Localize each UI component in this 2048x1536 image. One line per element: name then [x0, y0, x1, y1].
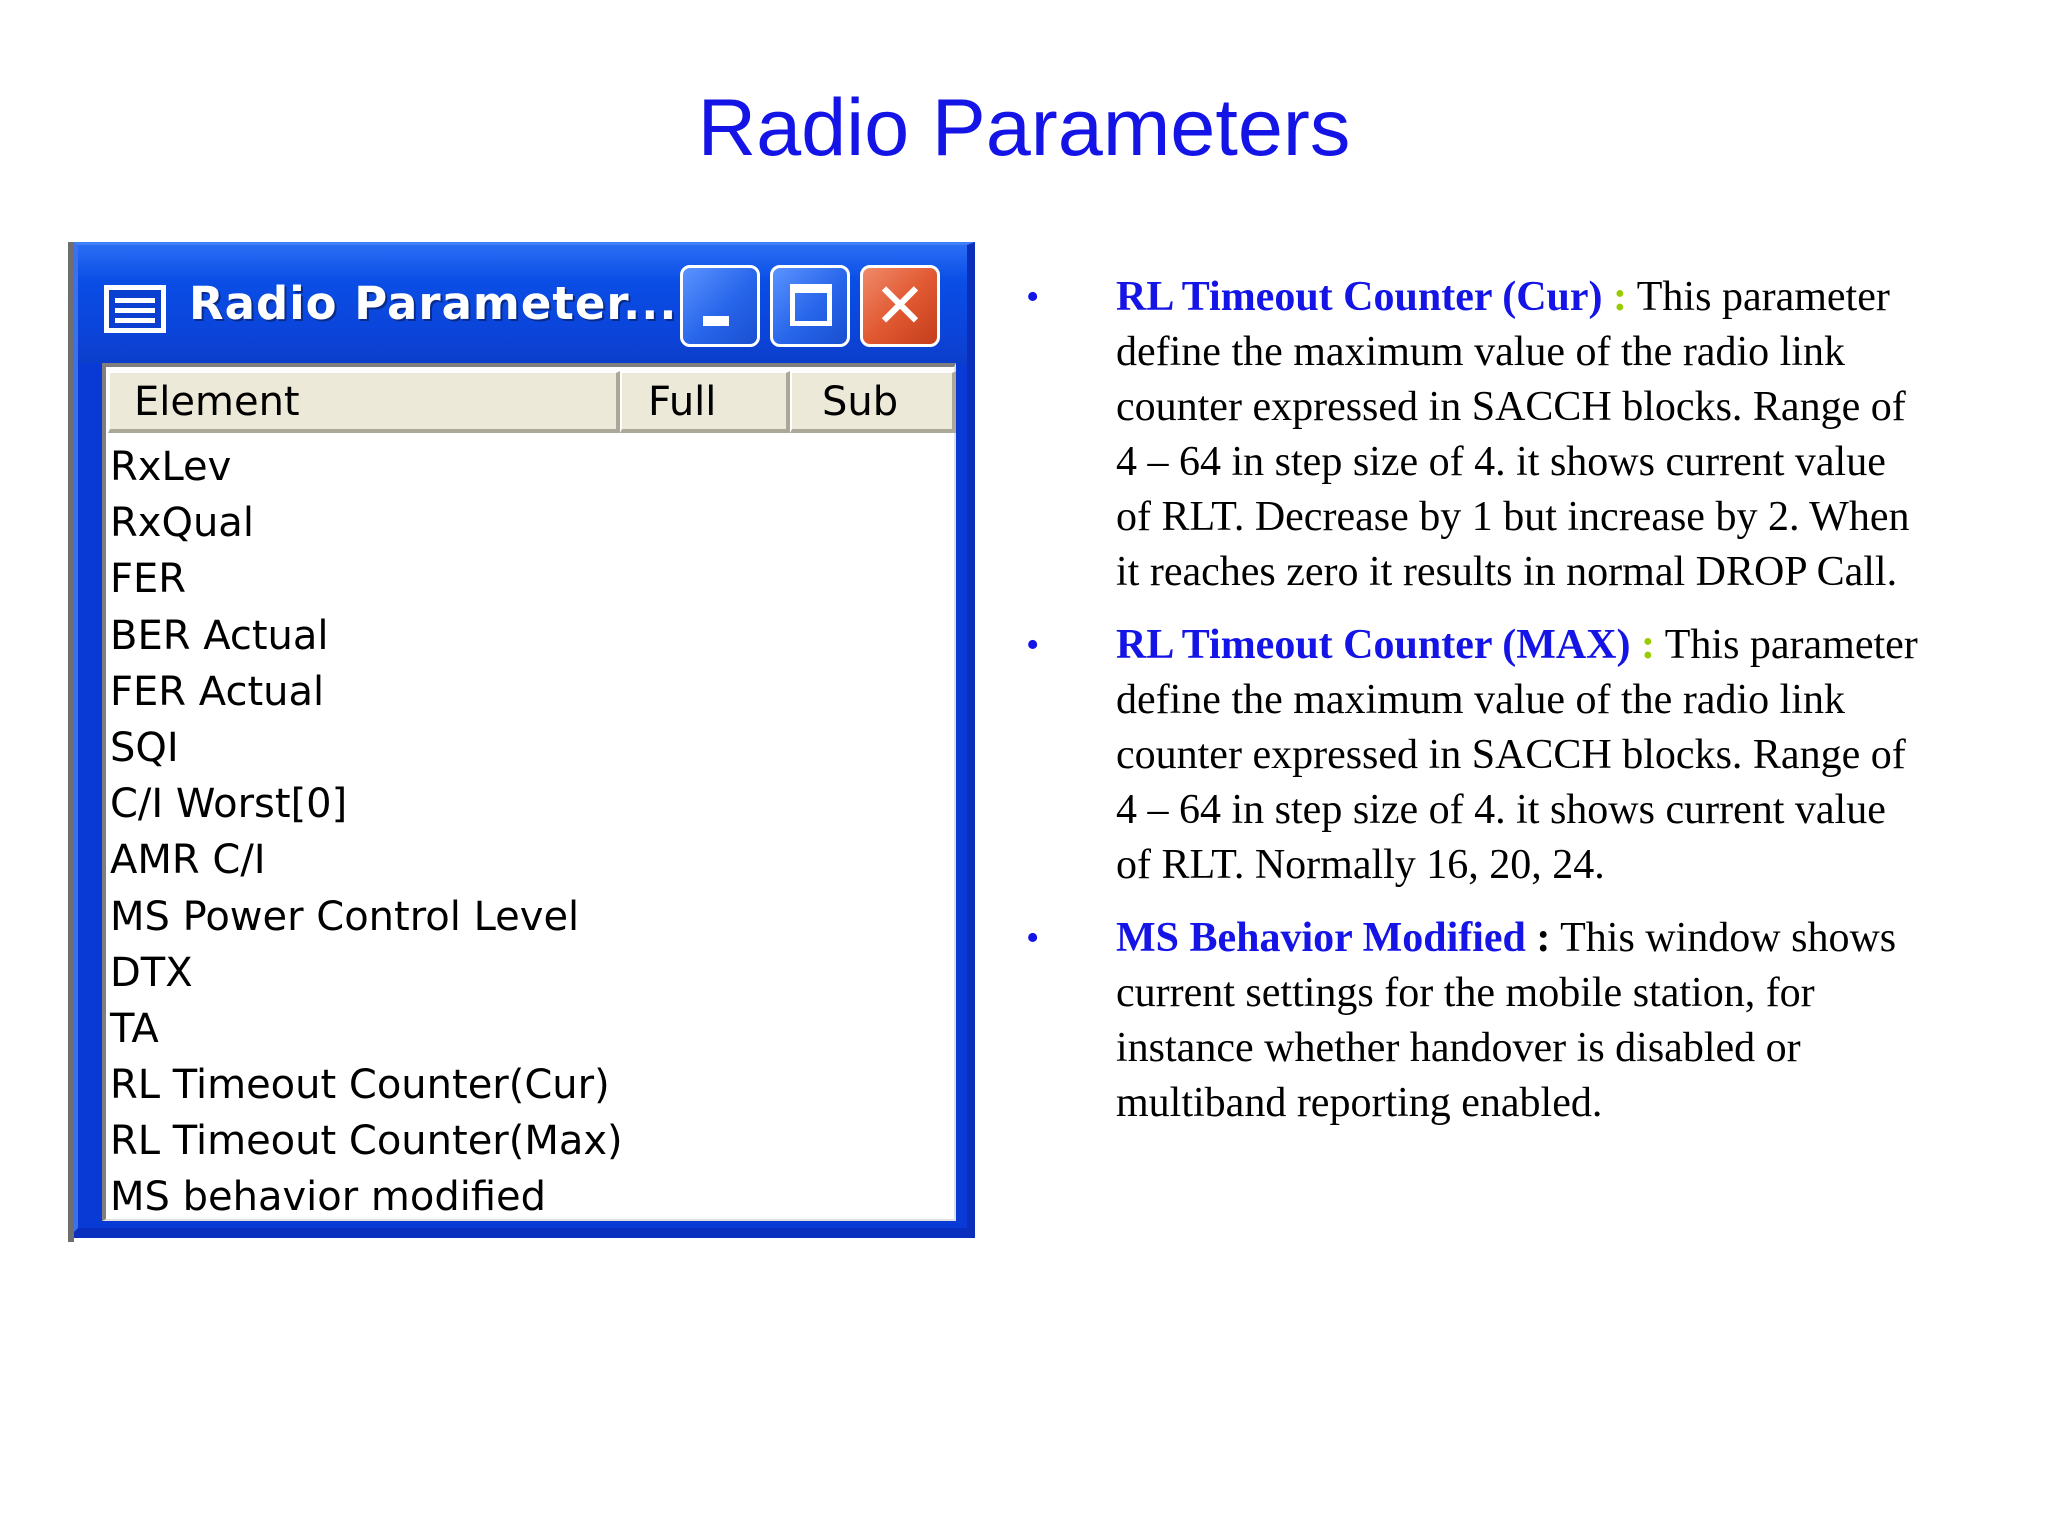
- slide-title: Radio Parameters: [697, 83, 1351, 173]
- window-titlebar[interactable]: [78, 245, 967, 363]
- parameter-list: [102, 363, 956, 1221]
- bullet-separator: :: [1602, 274, 1628, 320]
- bullet-separator: :: [1525, 915, 1551, 961]
- list-item[interactable]: FER Actual: [110, 668, 325, 715]
- close-button[interactable]: [860, 265, 940, 347]
- column-header-full[interactable]: Full: [620, 371, 790, 433]
- list-item[interactable]: TA: [110, 1005, 159, 1052]
- bullet-text: This parameter define the maximum value of the radio link counter expressed in SACCH blocks. Range of 4 – 64 in step size of 4. it shows current value of RLT. Normally 16, 20, 24.: [1116, 622, 1918, 888]
- bullet-dot-icon: •: [1026, 276, 1040, 318]
- bullet-ms-behavior: [1026, 911, 1926, 1131]
- parameter-rows: [110, 439, 623, 1226]
- window-title: Radio Parameter...: [189, 277, 678, 330]
- list-item[interactable]: DTX: [110, 949, 193, 996]
- bullet-rl-timeout-cur: [1026, 270, 1926, 600]
- list-item[interactable]: RxLev: [110, 444, 232, 490]
- bullet-dot-icon: •: [1026, 624, 1040, 666]
- maximize-button[interactable]: [770, 265, 850, 347]
- list-item[interactable]: MS behavior modified: [110, 1174, 547, 1221]
- bullet-text: This window shows current settings for the mobile station, for instance whether handover is disabled or multiband reporting enabled.: [1116, 915, 1897, 1126]
- column-header-sub[interactable]: Sub: [790, 371, 956, 433]
- minimize-icon: [703, 316, 729, 326]
- list-item[interactable]: FER: [110, 556, 187, 603]
- list-item[interactable]: C/I Worst[0]: [110, 781, 348, 828]
- bullet-term: RL Timeout Counter (MAX): [1116, 622, 1631, 668]
- close-icon: ✕: [874, 269, 926, 342]
- list-item[interactable]: AMR C/I: [110, 837, 266, 884]
- description-bullets: [1026, 270, 1926, 1149]
- bullet-separator: :: [1630, 622, 1655, 668]
- list-item[interactable]: BER Actual: [110, 612, 329, 659]
- bullet-dot-icon: •: [1026, 917, 1040, 959]
- minimize-button[interactable]: [680, 265, 760, 347]
- maximize-icon: [790, 284, 832, 326]
- list-item[interactable]: MS Power Control Level: [110, 893, 580, 940]
- list-item[interactable]: RxQual: [110, 500, 254, 547]
- list-window-icon[interactable]: [104, 285, 166, 333]
- bullet-text: This parameter define the maximum value of the radio link counter expressed in SACCH blocks. Range of 4 – 64 in step size of 4. it shows current value of RLT. Decrease by 1 but increase by 2. When it reaches zero it results in normal DROP Call.: [1116, 274, 1910, 595]
- column-header-element[interactable]: Element: [108, 371, 620, 433]
- list-item[interactable]: RL Timeout Counter(Max): [110, 1118, 623, 1165]
- list-item[interactable]: SQI: [110, 724, 179, 771]
- bullet-term: MS Behavior Modified: [1116, 915, 1526, 961]
- radio-parameters-window: [68, 242, 975, 1238]
- bullet-term: RL Timeout Counter (Cur): [1116, 274, 1603, 320]
- bullet-rl-timeout-max: [1026, 618, 1926, 893]
- list-item[interactable]: RL Timeout Counter(Cur): [110, 1062, 610, 1109]
